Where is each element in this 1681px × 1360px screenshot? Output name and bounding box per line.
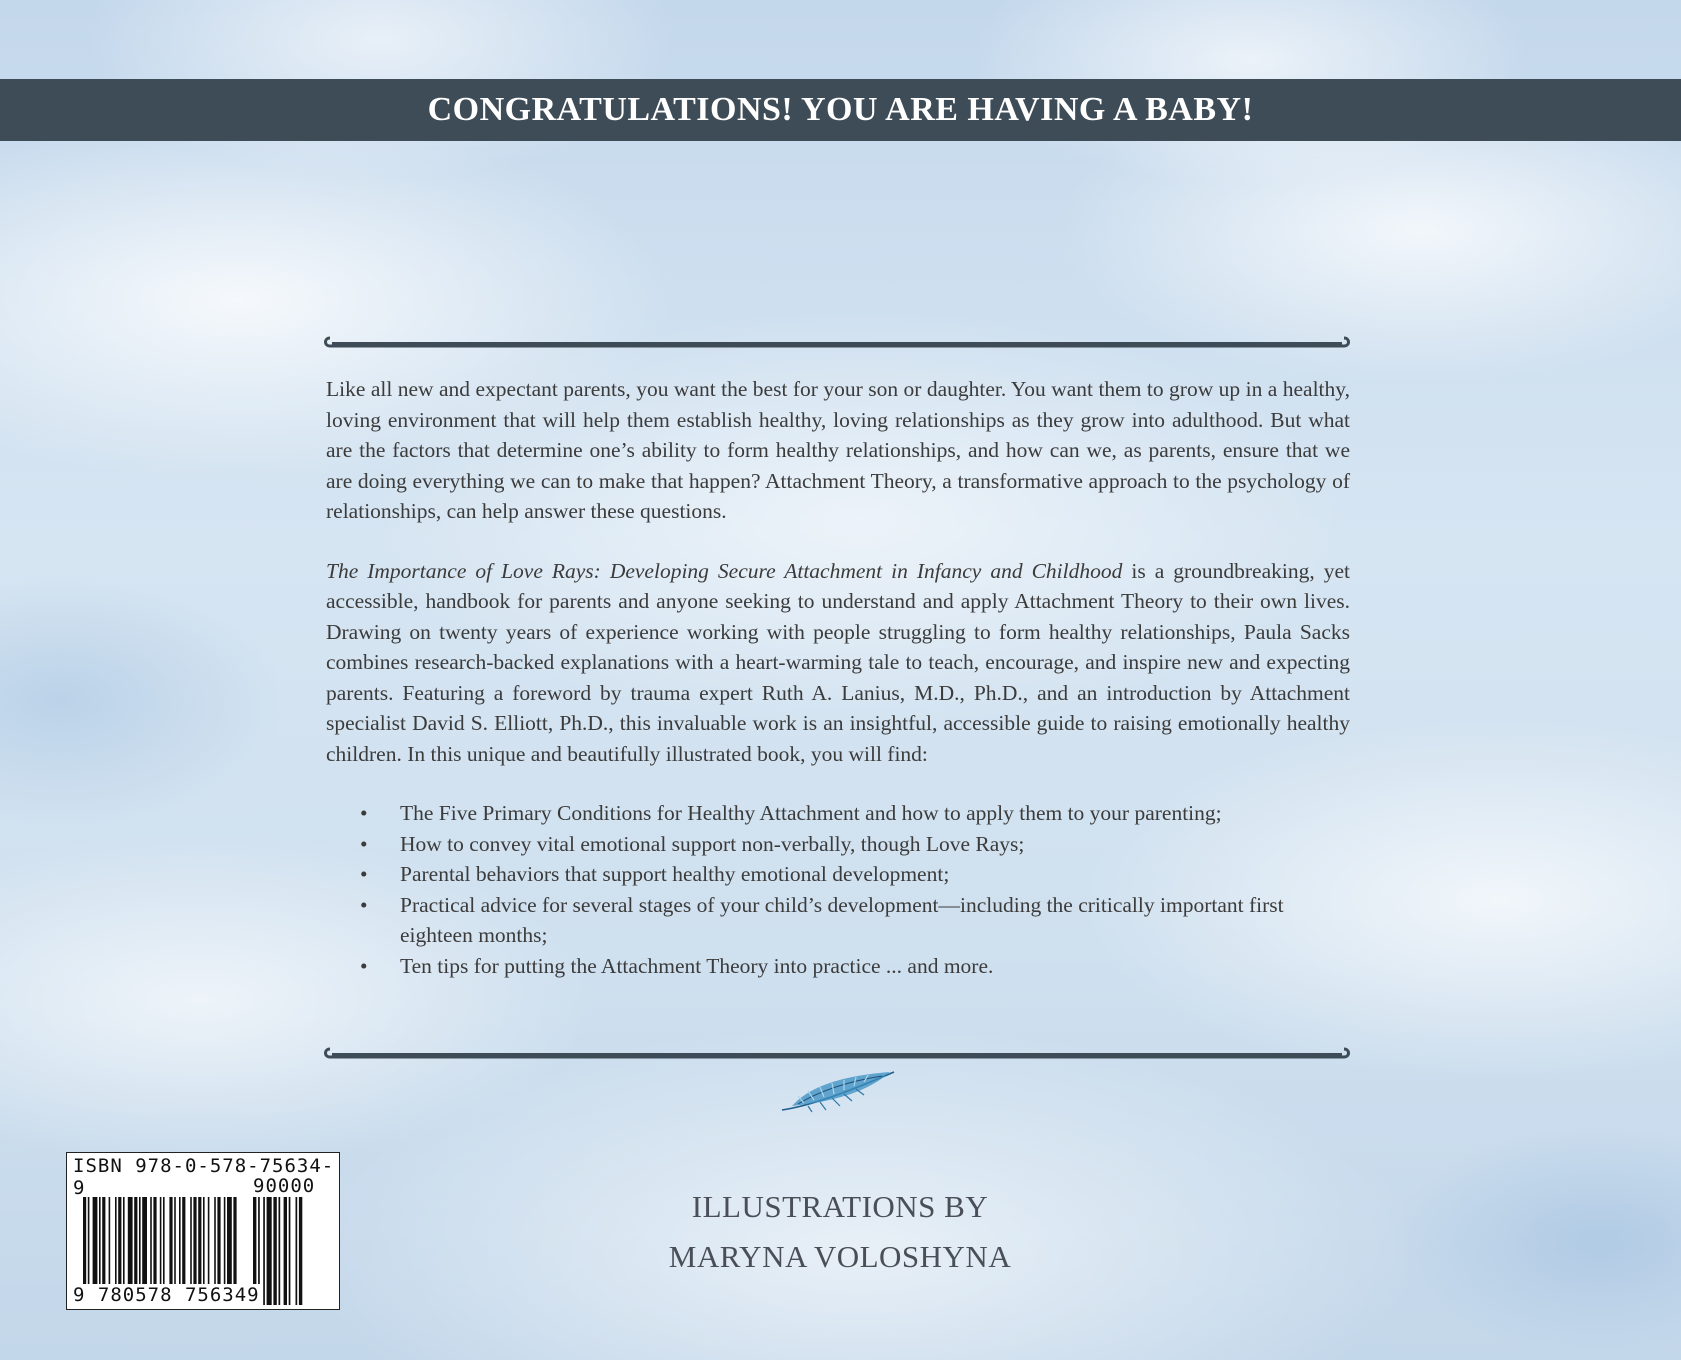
top-divider xyxy=(322,334,1352,350)
list-item: • How to convey vital emotional support non-verbally, though Love Rays; xyxy=(326,829,1350,860)
list-item: • Ten tips for putting the Attachment Theory into practice ... and more. xyxy=(326,951,1350,982)
illustrator-name: MARYNA VOLOSHYNA xyxy=(668,1239,1012,1274)
feature-list xyxy=(326,798,1350,981)
list-item: • The Five Primary Conditions for Healthy Attachment and how to apply them to your parenting; xyxy=(326,798,1350,829)
bottom-divider xyxy=(322,1045,1352,1061)
ean-number: 9 780578 756349 xyxy=(73,1284,260,1306)
header-banner xyxy=(0,79,1681,141)
feather-icon xyxy=(778,1066,898,1116)
book-description xyxy=(326,374,1350,981)
list-item: • Parental behaviors that support healthy emotional development; xyxy=(326,859,1350,890)
bullet-icon: • xyxy=(360,892,368,917)
isbn-barcode xyxy=(66,1152,340,1310)
bullet-icon: • xyxy=(360,831,368,856)
summary-text: is a groundbreaking, yet accessible, handbook for parents and anyone seeking to understand and apply Attachment Theory to their own lives. Drawing on twenty years of experience working with people struggling to form healthy relationships, Paula Sacks combines research-backed explanations with a heart-warming tale to teach, encourage, and inspire new and expecting parents. Featuring a foreword by trauma expert Ruth A. Lanius, M.D., Ph.D., and an introduction by Attachment specialist David S. Elliott, Ph.D., this invaluable work is an insightful, accessible guide to raising emotionally healthy children. In this unique and beautifully illustrated book, you will find: xyxy=(326,558,1350,766)
bullet-icon: • xyxy=(360,801,368,825)
addon-number: 90000 xyxy=(253,1175,316,1197)
illustrator-credit xyxy=(560,1182,1120,1282)
list-item: • Practical advice for several stages of your child’s development—including the critically important first eighteen months; xyxy=(326,890,1350,951)
credit-label: ILLUSTRATIONS BY xyxy=(691,1189,989,1224)
summary-paragraph xyxy=(326,556,1350,770)
book-title: The Importance of Love Rays: Developing Secure Attachment in Infancy and Childhood xyxy=(326,558,1123,583)
isbn-label: ISBN 978-0-578-75634-9 xyxy=(73,1155,335,1199)
bullet-icon: • xyxy=(360,953,368,978)
bullet-icon: • xyxy=(360,862,368,886)
banner-headline: CONGRATULATIONS! YOU ARE HAVING A BABY! xyxy=(427,91,1254,128)
intro-paragraph: Like all new and expectant parents, you want the best for your son or daughter. You want them to grow up in a healthy, loving environment that will help them establish healthy, loving relationships as they grow into adulthood. But what are the factors that determine one’s ability to form healthy relationships, and how can we, as parents, ensure that we are doing everything we can to make that happen? Attachment Theory, a transformative approach to the psychology of relationships, can help answer these questions. xyxy=(326,377,1350,523)
